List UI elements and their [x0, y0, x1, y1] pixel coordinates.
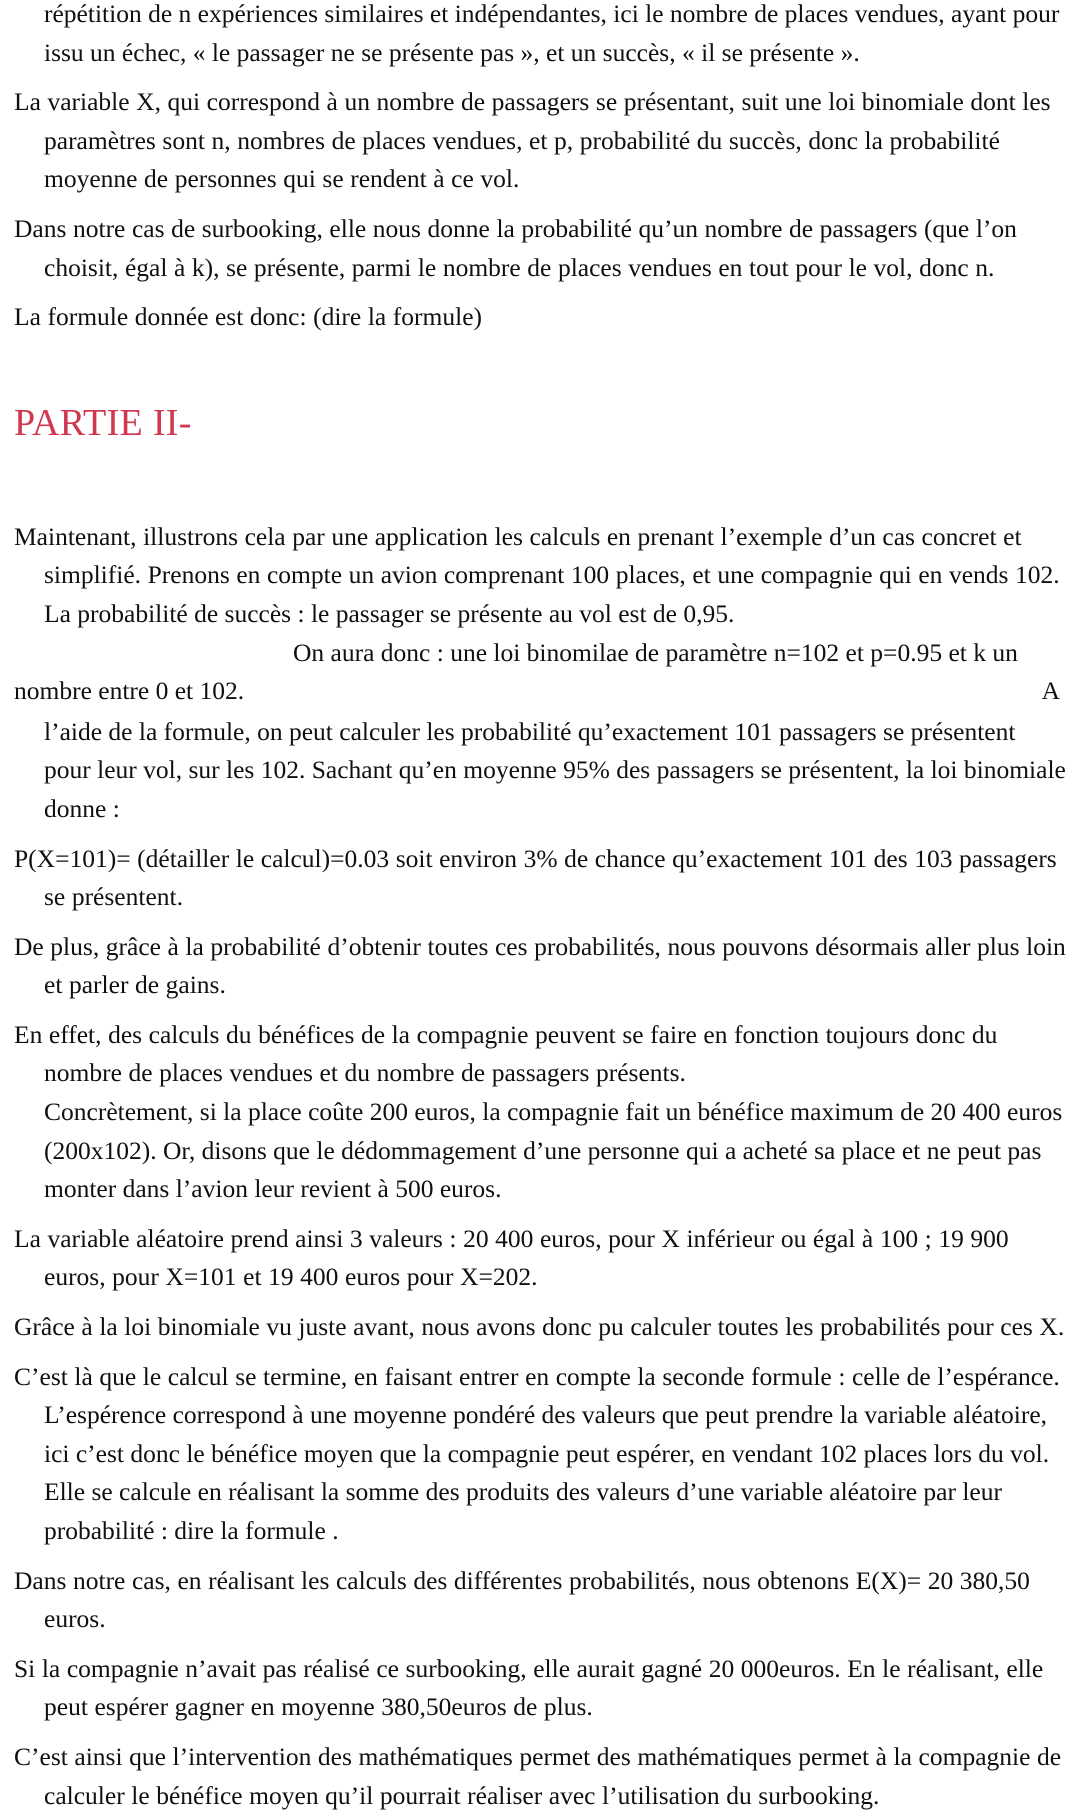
paragraph-en-effet-calculs-benefices: En effet, des calculs du bénéfices de la compagnie peuvent se faire en fonction toujours donc du nombre de places vendues et du nombre de passagers présents. [14, 1019, 998, 1088]
paragraph-aide-formule: l’aide de la formule, on peut calculer les probabilité qu’exactement 101 passagers se présentent pour leur vol, sur les 102. Sachant qu’en moyenne 95% des passagers se présentent, la loi binomiale donne : [44, 716, 1066, 823]
spacer-after-heading [0, 446, 1080, 518]
heading-partie-ii: PARTIE II- [14, 401, 192, 444]
paragraph-surbooking-probabilite: Dans notre cas de surbooking, elle nous donne la probabilité qu’un nombre de passagers (que l’on choisit, égal à k), se présente, parmi le nombre de places vendues en tout pour le vol, donc n. [14, 213, 1017, 282]
paragraph-comparaison-sans-surbooking: Si la compagnie n’avait pas réalisé ce surbooking, elle aurait gagné 20 000euros. En le réalisant, elle peut espérer gagner en moyenne 380,50euros de plus. [14, 1653, 1044, 1722]
paragraph-definition-esperance: L’espérence correspond à une moyenne pondéré des valeurs que peut prendre la variable aléatoire, ici c’est donc le bénéfice moyen que la compagnie peut espérer, en vendant 102 places lors du vol. Elle se calcule en réalisant la somme des produits des valeurs d’une variable aléatoire par leur probabilité : dire la formule . [44, 1400, 1050, 1545]
paragraph-application-concrete: Maintenant, illustrons cela par une application les calculs en prenant l’exemple d’un cas concret et simplifié. Prenons en compte un avion comprenant 100 places, et une compagnie qui en vends 102. [14, 521, 1060, 590]
line-nombre-entre-0-et-102 [0, 672, 1080, 711]
paragraph-grace-loi-binomiale: Grâce à la loi binomiale vu juste avant, nous avons donc pu calculer toutes les probabilités pour ces X. [14, 1312, 1065, 1342]
spacer-before-heading [0, 348, 1080, 400]
paragraph-formule-donnee: La formule donnée est donc: (dire la formule) [14, 302, 483, 332]
paragraph-px-101: P(X=101)= (détailler le calcul)=0.03 soit environ 3% de chance qu’exactement 101 des 103 passagers se présentent. [14, 843, 1057, 912]
paragraph-resultat-esperance: Dans notre cas, en réalisant les calculs des différentes probabilités, nous obtenons E(X)= 20 380,50 euros. [14, 1565, 1030, 1634]
line-right-fragment: A [1041, 676, 1060, 706]
paragraph-conclusion: C’est ainsi que l’intervention des mathématiques permet des mathématiques permet à la compagnie de calculer le bénéfice moyen qu’il pourrait réaliser avec l’utilisation du surbooking. [14, 1741, 1062, 1810]
paragraph-variable-aleatoire-valeurs: La variable aléatoire prend ainsi 3 valeurs : 20 400 euros, pour X inférieur ou égal à 100 ; 19 900 euros, pour X=101 et 19 400 euros pour X=202. [14, 1223, 1009, 1292]
paragraph-variable-x: La variable X, qui correspond à un nombre de passagers se présentant, suit une loi binomiale dont les paramètres sont n, nombres de places vendues, et p, probabilité du succès, donc la probabilité moyenne de personnes qui se rendent à ce vol. [14, 87, 1051, 194]
paragraph-loi-binomiale-parametres: On aura donc : une loi binomilae de paramètre n=102 et p=0.95 et k un [293, 637, 1018, 667]
paragraph-de-plus-gains: De plus, grâce à la probabilité d’obtenir toutes ces probabilités, nous pouvons désormais aller plus loin et parler de gains. [14, 931, 1066, 1000]
line-left-fragment: nombre entre 0 et 102. [14, 676, 245, 706]
paragraph-probabilite-succes: La probabilité de succès : le passager se présente au vol est de 0,95. [44, 598, 735, 628]
paragraph-concretement-prix-place: Concrètement, si la place coûte 200 euros, la compagnie fait un bénéfice maximum de 20 400 euros (200x102). Or, disons que le dédommagement d’une personne qui a acheté sa place et ne peut pas monter dans l’avion leur revient à 500 euros. [44, 1097, 1063, 1204]
paragraph-intro-line1: répétition de n expériences similaires et indépendantes, ici le nombre de places vendues, ayant pour [44, 0, 1060, 28]
paragraph-seconde-formule-esperance: C’est là que le calcul se termine, en faisant entrer en compte la seconde formule : celle de l’espérance. [14, 1361, 1060, 1391]
paragraph-intro-line2: issu un échec, « le passager ne se présente pas », et un succès, « il se présente ». [44, 37, 860, 67]
